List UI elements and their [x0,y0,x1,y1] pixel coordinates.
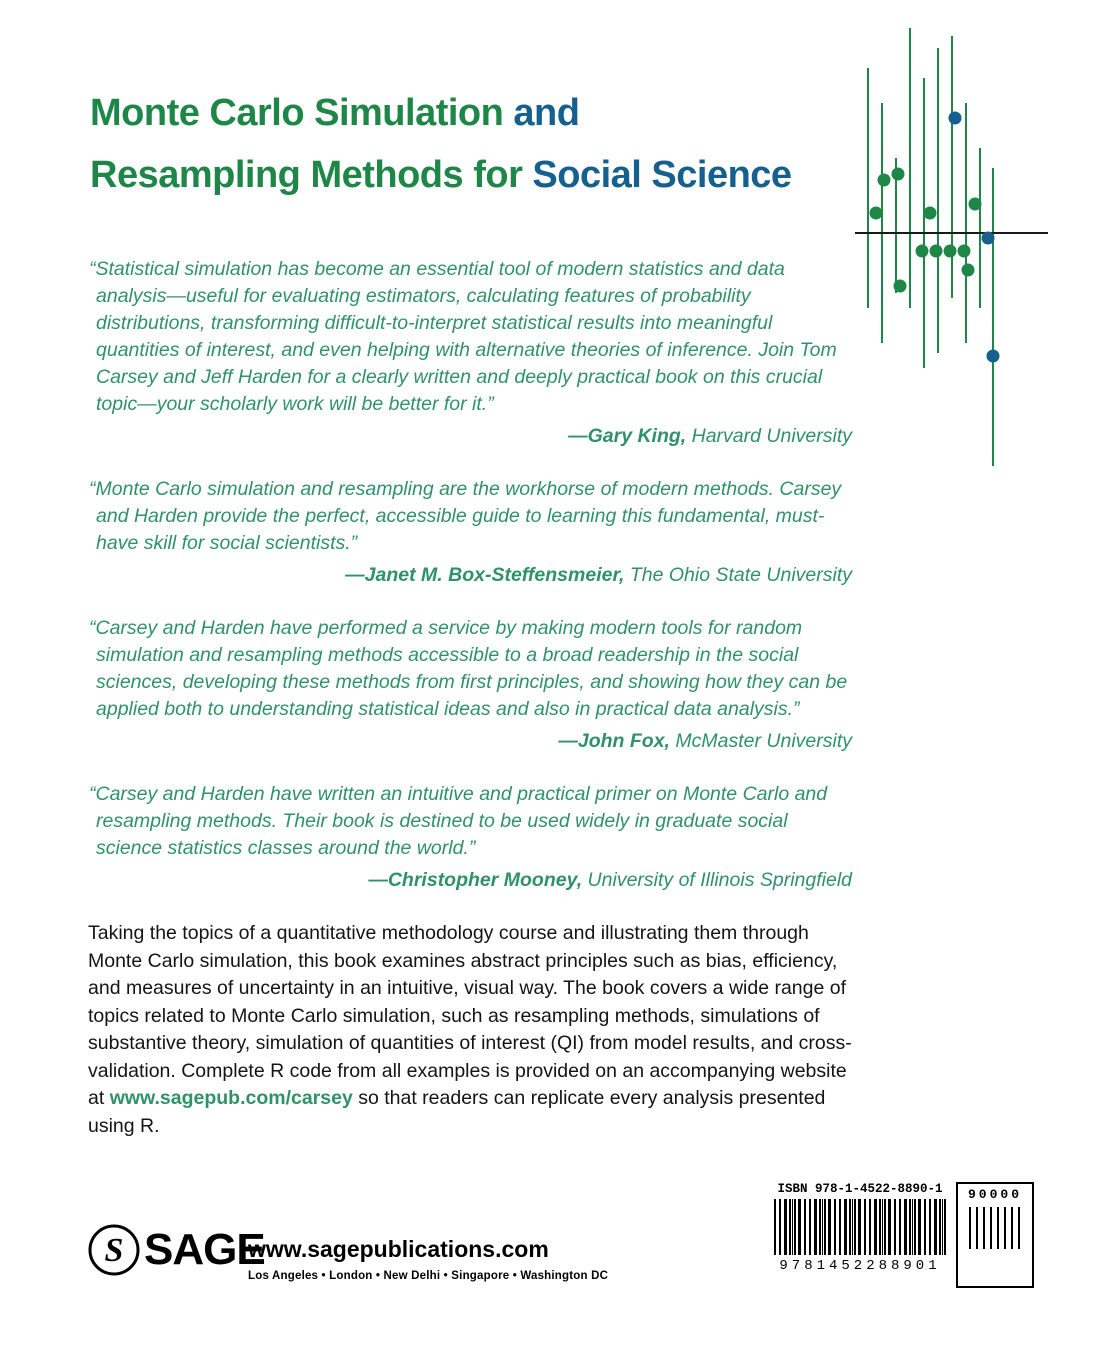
isbn-label: ISBN 978-1-4522-8890-1 [777,1182,943,1196]
review-quote-block [88,256,852,448]
book-description [88,920,852,1140]
quote-text: “Carsey and Harden have performed a service by making modern tools for random simulation and resampling methods accessible to a broad readership in the social sciences, developing these methods from first principles, and showing how they can be applied both to understanding statistical ideas and also in practical data analysis.” [89,617,848,720]
blue-data-dots [949,112,1000,363]
reviewer-affiliation: McMaster University [669,730,852,752]
quote-text: “Monte Carlo simulation and resampling are the workhorse of modern methods. Carsey and Harden provide the perfect, accessible guide to learning this fundamental, must-have skill for social scientists.” [89,478,842,554]
barcode-bars [774,1199,946,1255]
quote-attribution [88,425,852,448]
reviewer-affiliation: The Ohio State University [624,564,852,586]
interval-scatter-art [850,8,1050,478]
reviewer-affiliation: University of Illinois Springfield [582,869,852,891]
companion-website-link: www.sagepub.com/carsey [109,1087,353,1109]
description-text: Taking the topics of a quantitative methodology course and illustrating them through Monte Carlo simulation, this book examines abstract principles such as bias, efficiency, and measures of uncertainty in an intuitive, visual way. The book covers a wide range of topics related to Monte Carlo simulation, such as resampling methods, simulations of substantive theory, simulation of quantities of interest (QI) from model results, and cross-validation. Complete R code from all examples is provided on an accompanying website at [88,922,852,1109]
book-title [90,82,792,206]
description-text: so that readers can replicate every analysis presented using R. [88,1087,826,1137]
review-quote-block [88,615,852,753]
reviewer-name: —Christopher Mooney, [368,869,583,891]
reviewer-name: —Gary King, [568,425,687,447]
review-quote-block [88,781,852,892]
publisher-cities: Los Angeles • London • New Delhi • Singapore • Washington DC [248,1270,609,1282]
barcode-main [770,1182,950,1288]
book-title-line2 [90,144,792,206]
sage-wordmark: SAGE [144,1225,265,1274]
barcode-addon-number: 90000 [967,1187,1022,1202]
title-text-green: Monte Carlo Simulation [90,92,514,134]
title-text-blue: and [513,92,580,134]
quote-attribution [88,869,852,892]
sage-logo [86,1222,265,1278]
quote-text: “Carsey and Harden have written an intuitive and practical primer on Monte Carlo and resampling methods. Their book is destined to be used widely in graduate social science statistics classes around the world.” [89,783,828,859]
reviewer-affiliation: Harvard University [686,425,852,447]
green-data-dots [870,168,982,293]
isbn-number: 9781452288901 [779,1258,941,1274]
isbn-barcode [770,1182,1034,1288]
book-title-line1 [90,82,792,144]
title-text-blue: Social Science [532,154,792,196]
barcode-addon-bars [969,1207,1021,1249]
content-column [88,256,852,1140]
barcode-addon [956,1182,1034,1288]
reviewer-name: —John Fox, [558,730,670,752]
title-text-green: Resampling Methods for [90,154,533,196]
publisher-info [248,1236,608,1282]
quote-text: “Statistical simulation has become an essential tool of modern statistics and data analysis—useful for evaluating estimators, calculating features of probability distributions, transforming difficult-to-interpret statistical results into meaningful quantities of interest, and even helping with alternative theories of inference. Join Tom Carsey and Jeff Harden for a clearly written and deeply practical book on this crucial topic—your scholarly work will be better for it.” [89,258,837,415]
sage-s-letter: S [104,1232,124,1269]
quote-attribution [88,730,852,753]
reviewer-name: —Janet M. Box-Steffensmeier, [345,564,625,586]
review-quote-block [88,476,852,587]
quote-attribution [88,564,852,587]
publisher-website: www.sagepublications.com [248,1236,549,1262]
sage-s-icon [86,1222,142,1278]
